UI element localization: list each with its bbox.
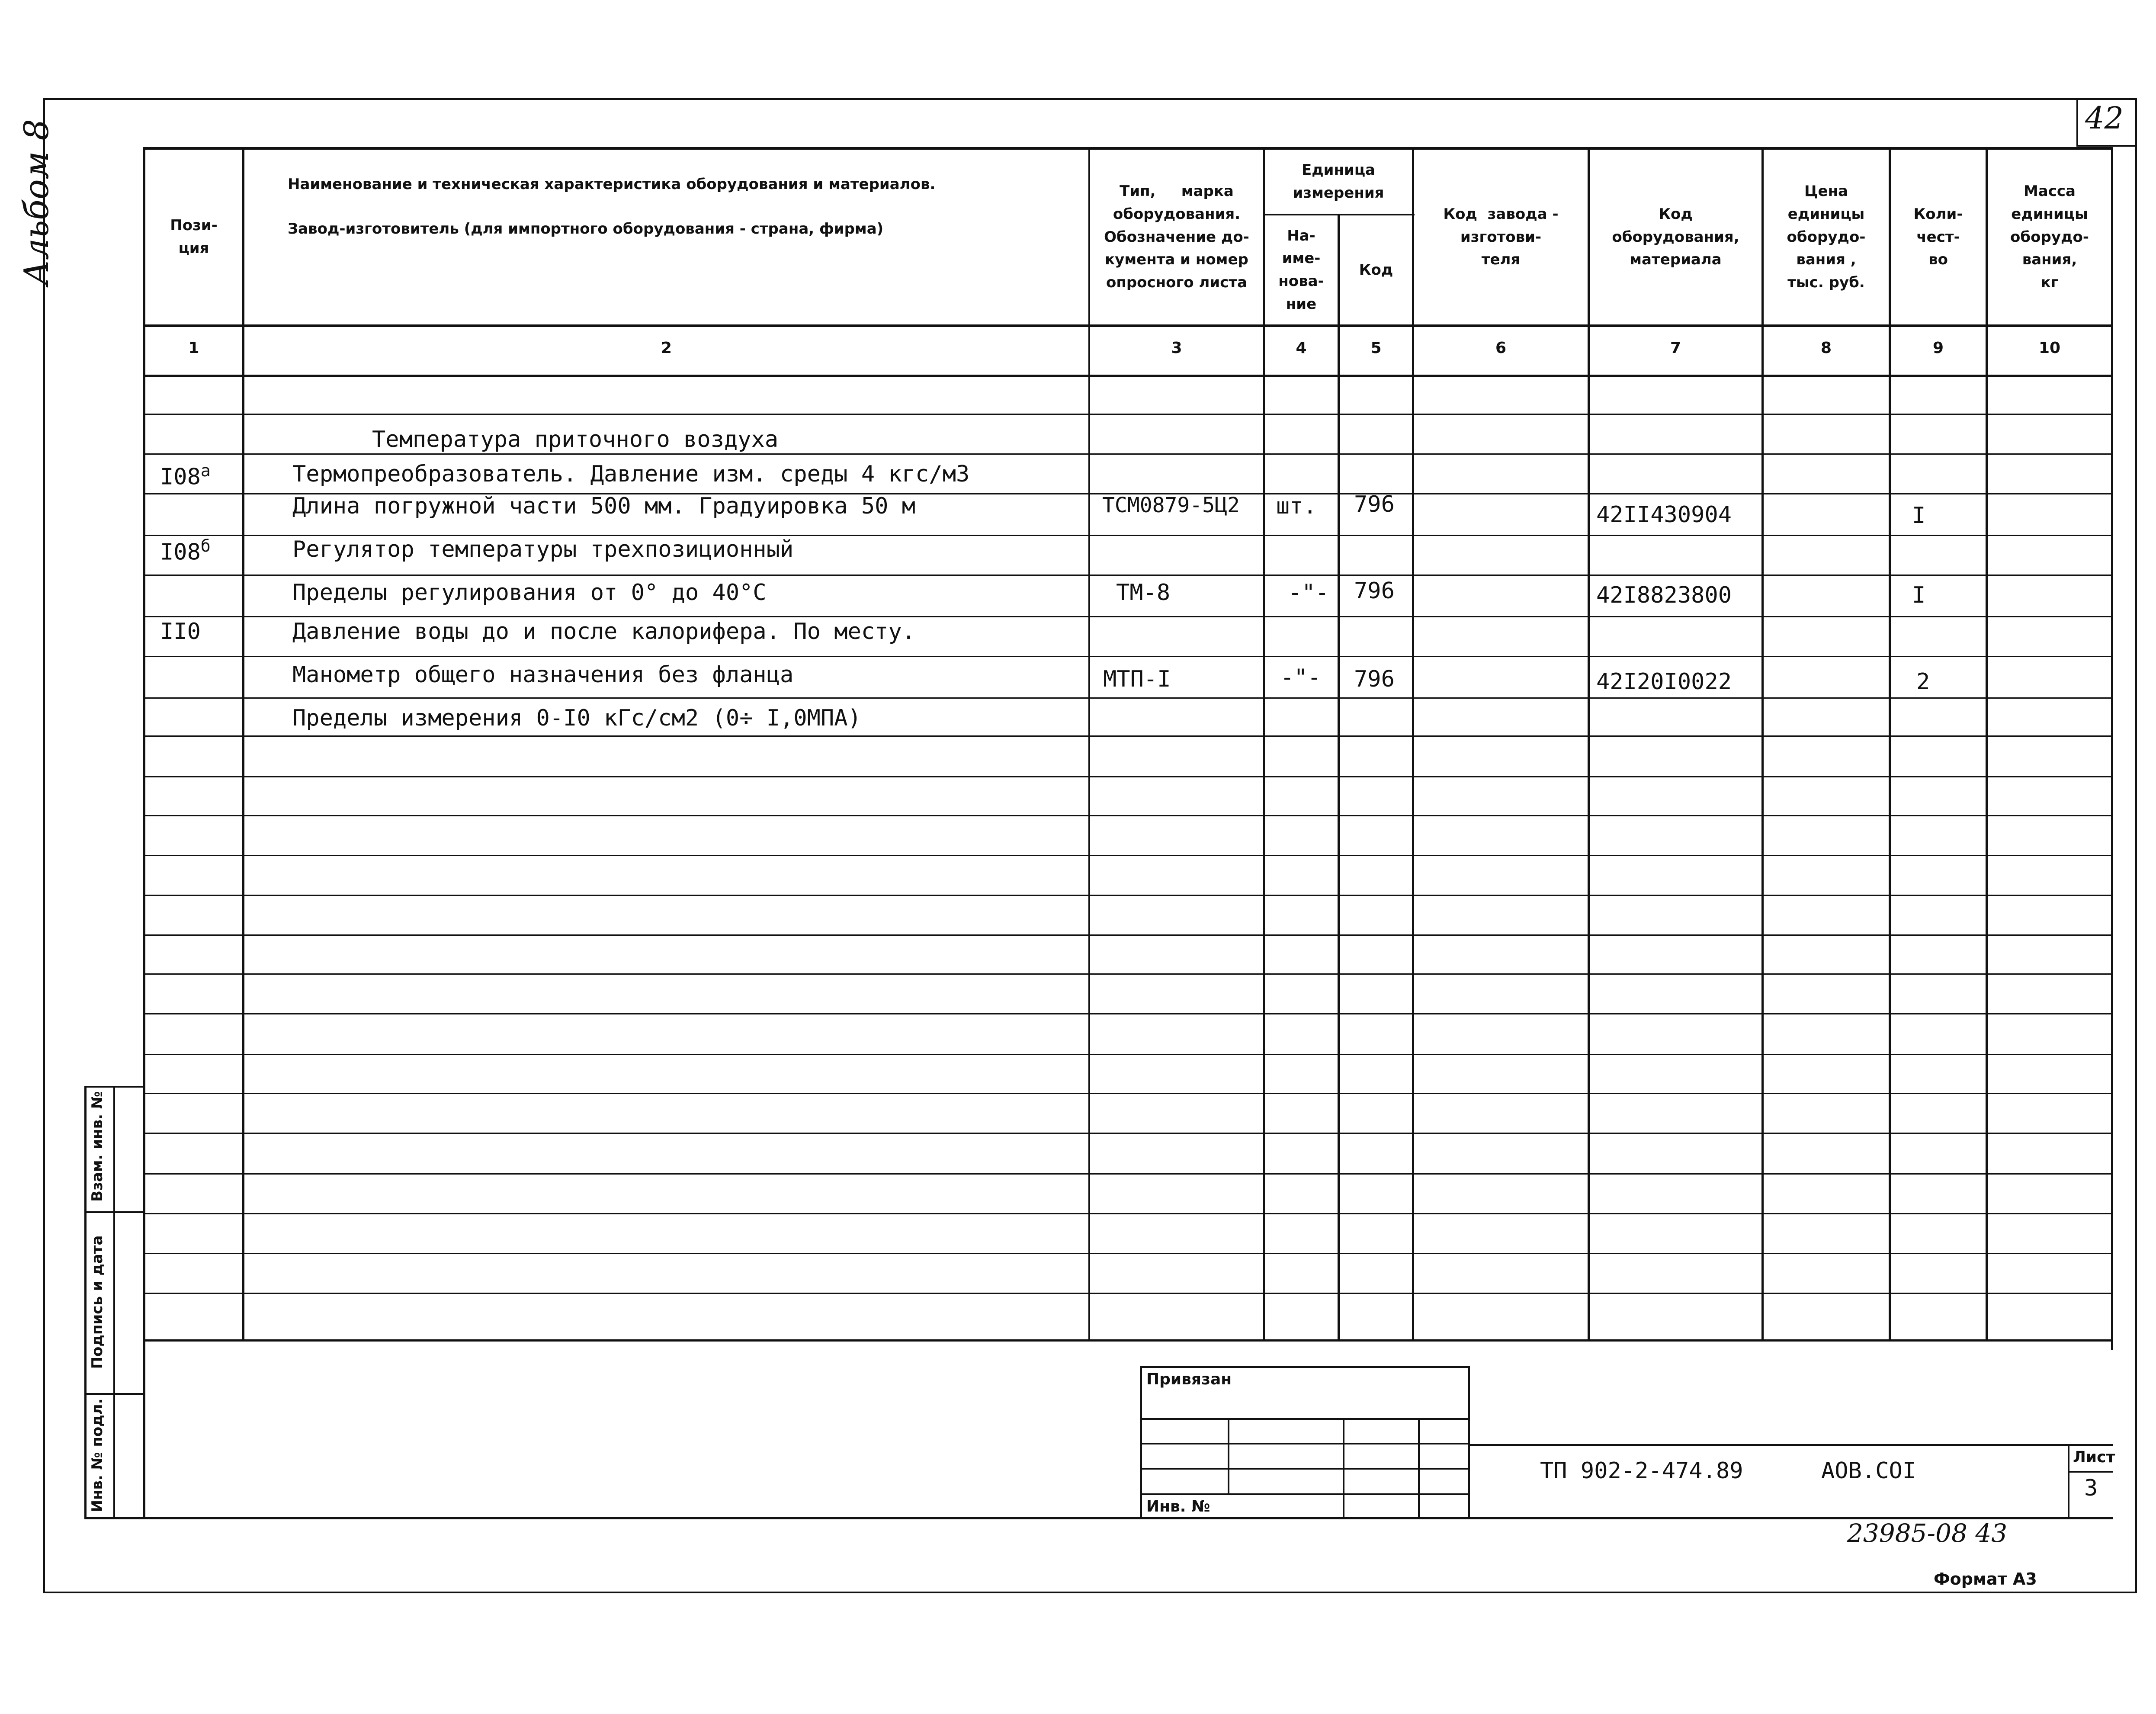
side-stamp-mid [113, 1086, 115, 1519]
row-position: $I08^а$ [160, 461, 211, 490]
col-line-7 [1761, 147, 1764, 1341]
col-line-9 [1986, 147, 1988, 1341]
privyazan-h2 [1140, 1443, 1470, 1444]
header-col6: Код завода - изготови- теля [1443, 205, 1559, 269]
row-separator [143, 735, 2113, 737]
row-type: МТП-I [1103, 666, 1171, 692]
row-unit: -"- [1280, 664, 1321, 690]
privyazan-h3 [1140, 1468, 1470, 1470]
row-separator [143, 1133, 2113, 1134]
header-col1: Пози- ция [170, 217, 218, 257]
row-separator [143, 815, 2113, 816]
row-separator [143, 855, 2113, 856]
colnum-10: 10 [2038, 339, 2061, 357]
row-position: $I08^б$ [160, 536, 211, 565]
drawing-bottom [84, 1517, 2113, 1519]
row-unit-code: 796 [1354, 666, 1395, 692]
row-separator [143, 1173, 2113, 1175]
outer-frame-left [43, 98, 45, 1593]
col-line-1 [242, 147, 244, 1341]
header-col2-line1: Наименование и техническая характеристика оборудования и материалов. [288, 176, 936, 193]
row-separator [143, 895, 2113, 896]
row-quantity: I [1912, 582, 1926, 608]
stamp-vzam-inv: Взам. инв. № [89, 1091, 106, 1202]
list-box-left [2068, 1444, 2069, 1519]
col-line-4 [1338, 215, 1340, 1341]
colnum-1: 1 [188, 339, 199, 357]
row-separator [143, 1213, 2113, 1214]
album-label: Альбом 8 [17, 119, 56, 286]
row-name: Термопреобразователь. Давление изм. среды 4 кгс/м3 [292, 461, 970, 487]
col-line-8 [1889, 147, 1891, 1341]
col-line-3 [1263, 147, 1265, 1341]
row-separator [143, 1054, 2113, 1055]
bottom-number: 23985-08 43 [1847, 1518, 2008, 1548]
row-name: Регулятор температуры трехпозиционный [292, 536, 794, 562]
row-separator [143, 697, 2113, 699]
privyazan-v3 [1418, 1418, 1420, 1518]
privyazan-top [1140, 1366, 1470, 1368]
row-name: Манометр общего назначения без фланца [292, 662, 794, 688]
title-top-line [1470, 1444, 2113, 1446]
row-unit-code: 796 [1354, 578, 1395, 604]
header-bottom [143, 324, 2113, 327]
row-equipment-code: 42I8823800 [1596, 582, 1732, 608]
row-unit-code: 796 [1354, 491, 1395, 517]
row-separator [143, 973, 2113, 975]
row-name: Длина погружной части 500 мм. Градуировка 50 м [292, 493, 916, 519]
sheet-code: АОВ.СОI [1821, 1458, 1916, 1484]
row-unit: шт. [1276, 493, 1317, 519]
outer-frame-right [2135, 98, 2137, 1593]
row-separator [143, 776, 2113, 777]
colnum-5: 5 [1370, 339, 1382, 357]
row-name: Пределы измерения 0-I0 кГс/см2 (0÷ I,0МПА) [292, 705, 861, 731]
format-label: Формат А3 [1934, 1570, 2037, 1589]
colnum-2: 2 [661, 339, 672, 357]
row-equipment-code: 42II430904 [1596, 502, 1732, 528]
colnum-9: 9 [1932, 339, 1944, 357]
list-box-mid [2068, 1471, 2113, 1473]
doc-code: ТП 902-2-474.89 [1540, 1458, 1743, 1484]
row-quantity: 2 [1916, 669, 1930, 695]
privyazan-v1 [1228, 1418, 1229, 1495]
position-superscript: б [200, 536, 211, 555]
stamp-podpis-data: Подпись и дата [89, 1235, 106, 1369]
privyazan-v2 [1343, 1418, 1344, 1518]
row-type: ТМ-8 [1116, 580, 1171, 606]
row-unit: -"- [1288, 580, 1329, 606]
header-col4: На- име- нова- ние [1278, 227, 1324, 313]
colnum-6: 6 [1495, 339, 1507, 357]
list-label: Лист [2073, 1448, 2115, 1466]
privyazan-right [1468, 1366, 1470, 1518]
header-col8: Цена единицы оборудо- вания , тыс. руб. [1787, 183, 1866, 292]
row-quantity: I [1912, 503, 1926, 529]
colnum-bottom [143, 375, 2113, 377]
row-separator [143, 1013, 2113, 1014]
corner-box-bottom [2076, 145, 2137, 147]
row-type: ТСМ0879-5Ц2 [1102, 493, 1240, 517]
row-position: II0 [160, 619, 201, 645]
row-separator [143, 934, 2113, 936]
position-superscript: а [200, 461, 211, 480]
corner-box-left [2076, 98, 2078, 147]
header-unit-group: Единица измерения [1293, 161, 1384, 202]
row-separator [143, 1253, 2113, 1254]
row-separator [143, 1293, 2113, 1294]
header-col2 [244, 173, 1088, 268]
header-col10: Масса единицы оборудо- вания, кг [2010, 183, 2089, 292]
col-line-2 [1088, 147, 1090, 1341]
row-separator [143, 1093, 2113, 1094]
header-col5: Код [1359, 261, 1393, 279]
row-name: Давление воды до и после калорифера. По месту. [292, 619, 916, 645]
inv-no-label: Инв. № [1146, 1498, 1210, 1515]
row-separator [143, 656, 2113, 657]
list-number: 3 [2084, 1475, 2098, 1501]
privyazan-h4 [1140, 1493, 1470, 1495]
outer-frame-bottom [43, 1592, 2137, 1593]
side-stamp-left [84, 1086, 87, 1519]
table-body-bottom [143, 1339, 2113, 1342]
stamp-inv-podl: Инв. № подл. [89, 1398, 106, 1512]
colnum-8: 8 [1820, 339, 1832, 357]
header-col7: Код оборудования, материала [1612, 205, 1739, 269]
privyazan-label: Привязан [1146, 1371, 1232, 1388]
privyazan-h1 [1140, 1418, 1470, 1420]
col-line-6 [1588, 147, 1590, 1341]
row-name: Пределы регулирования от 0° до 40°С [292, 580, 767, 606]
header-col2-line2: Завод-изготовитель (для импортного оборудования - страна, фирма) [288, 220, 884, 238]
row-separator [143, 616, 2113, 617]
header-col3: Тип, марка оборудования. Обозначение до- кумента и номер опросного листа [1104, 183, 1249, 292]
colnum-3: 3 [1171, 339, 1182, 357]
privyazan-left [1140, 1366, 1142, 1518]
side-stamp-div1 [84, 1211, 145, 1213]
col-line-5 [1412, 147, 1414, 1341]
row-separator [143, 453, 2113, 455]
row-name: Температура приточного воздуха [372, 427, 779, 453]
row-equipment-code: 42I20I0022 [1596, 669, 1732, 695]
colnum-7: 7 [1670, 339, 1681, 357]
table-right-border [2111, 147, 2113, 1350]
outer-frame-top [43, 98, 2137, 100]
row-separator [143, 575, 2113, 576]
colnum-4: 4 [1296, 339, 1307, 357]
row-separator [143, 414, 2113, 415]
sheet-corner-number: 42 [2085, 100, 2124, 136]
header-col9: Коли- чест- во [1913, 205, 1963, 269]
row-separator [143, 535, 2113, 536]
